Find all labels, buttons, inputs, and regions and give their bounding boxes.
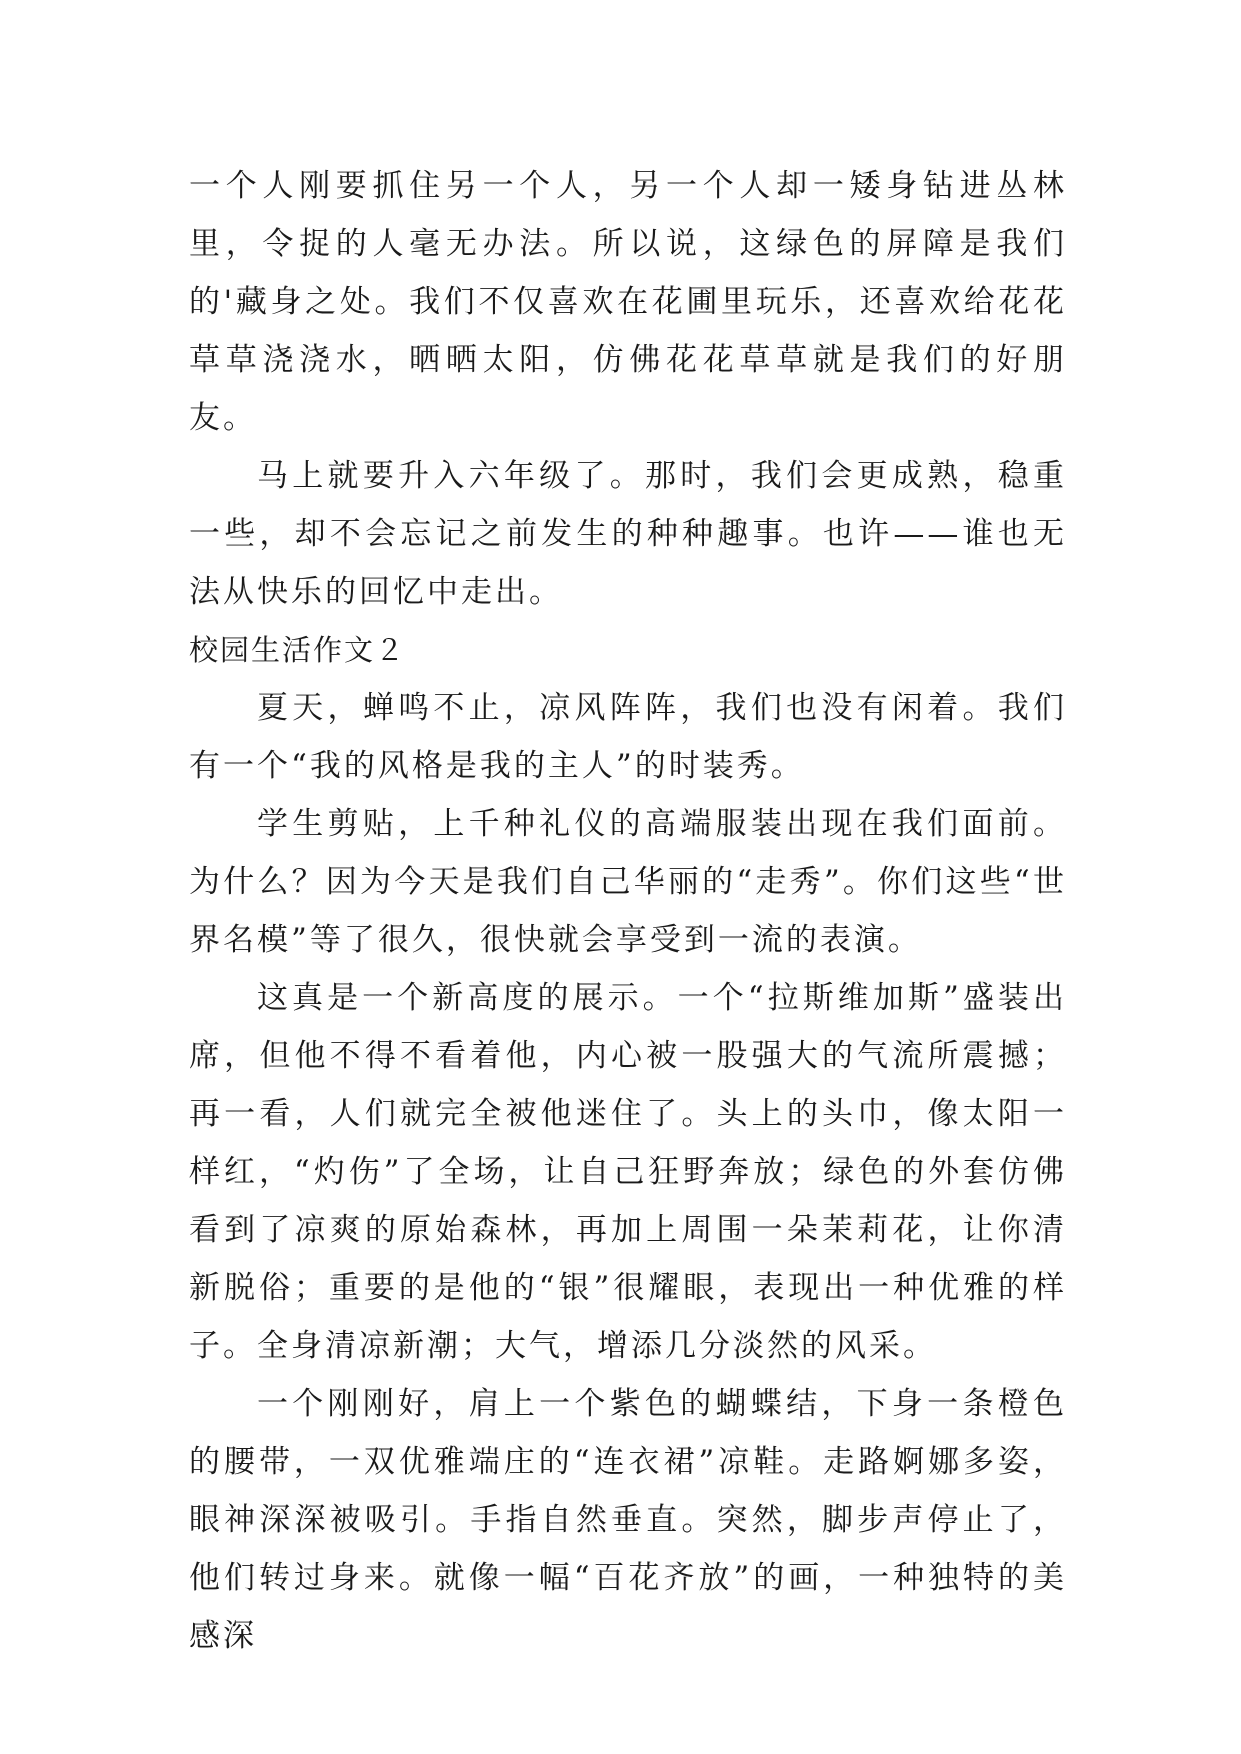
paragraph-6: 一个刚刚好，肩上一个紫色的蝴蝶结，下身一条橙色的腰带，一双优雅端庄的“连衣裙”凉鞋。走路婀娜多姿，眼神深深被吸引。手指自然垂直。突然，脚步声停止了，他们转过身来。就像一幅“百花齐放”的画，一种独特的美感深 — [189, 1386, 1067, 1654]
section-heading: 校园生活作文２ — [189, 633, 407, 667]
paragraph-3: 夏天，蝉鸣不止，凉风阵阵，我们也没有闲着。我们有一个“我的风格是我的主人”的时装秀。 — [189, 690, 1067, 784]
document-body — [189, 157, 1067, 1665]
paragraph-4: 学生剪贴，上千种礼仪的高端服装出现在我们面前。为什么？因为今天是我们自己华丽的“走秀”。你们这些“世界名模”等了很久，很快就会享受到一流的表演。 — [189, 806, 1067, 958]
paragraph-5: 这真是一个新高度的展示。一个“拉斯维加斯”盛装出席，但他不得不看着他，内心被一股强大的气流所震撼；再一看，人们就完全被他迷住了。头上的头巾，像太阳一样红，“灼伤”了全场，让自己狂野奔放；绿色的外套仿佛看到了凉爽的原始森林，再加上周围一朵茉莉花，让你清新脱俗；重要的是他的“银”很耀眼，表现出一种优雅的样子。全身清凉新潮；大气，增添几分淡然的风采。 — [189, 980, 1067, 1364]
paragraph-2: 马上就要升入六年级了。那时，我们会更成熟，稳重一些，却不会忘记之前发生的种种趣事。也许——谁也无法从快乐的回忆中走出。 — [189, 458, 1067, 610]
paragraph-1: 一个人刚要抓住另一个人，另一个人却一矮身钻进丛林里，令捉的人毫无办法。所以说，这绿色的屏障是我们的'藏身之处。我们不仅喜欢在花圃里玩乐，还喜欢给花花草草浇浇水，晒晒太阳，仿佛花花草草就是我们的好朋友。 — [189, 168, 1067, 436]
